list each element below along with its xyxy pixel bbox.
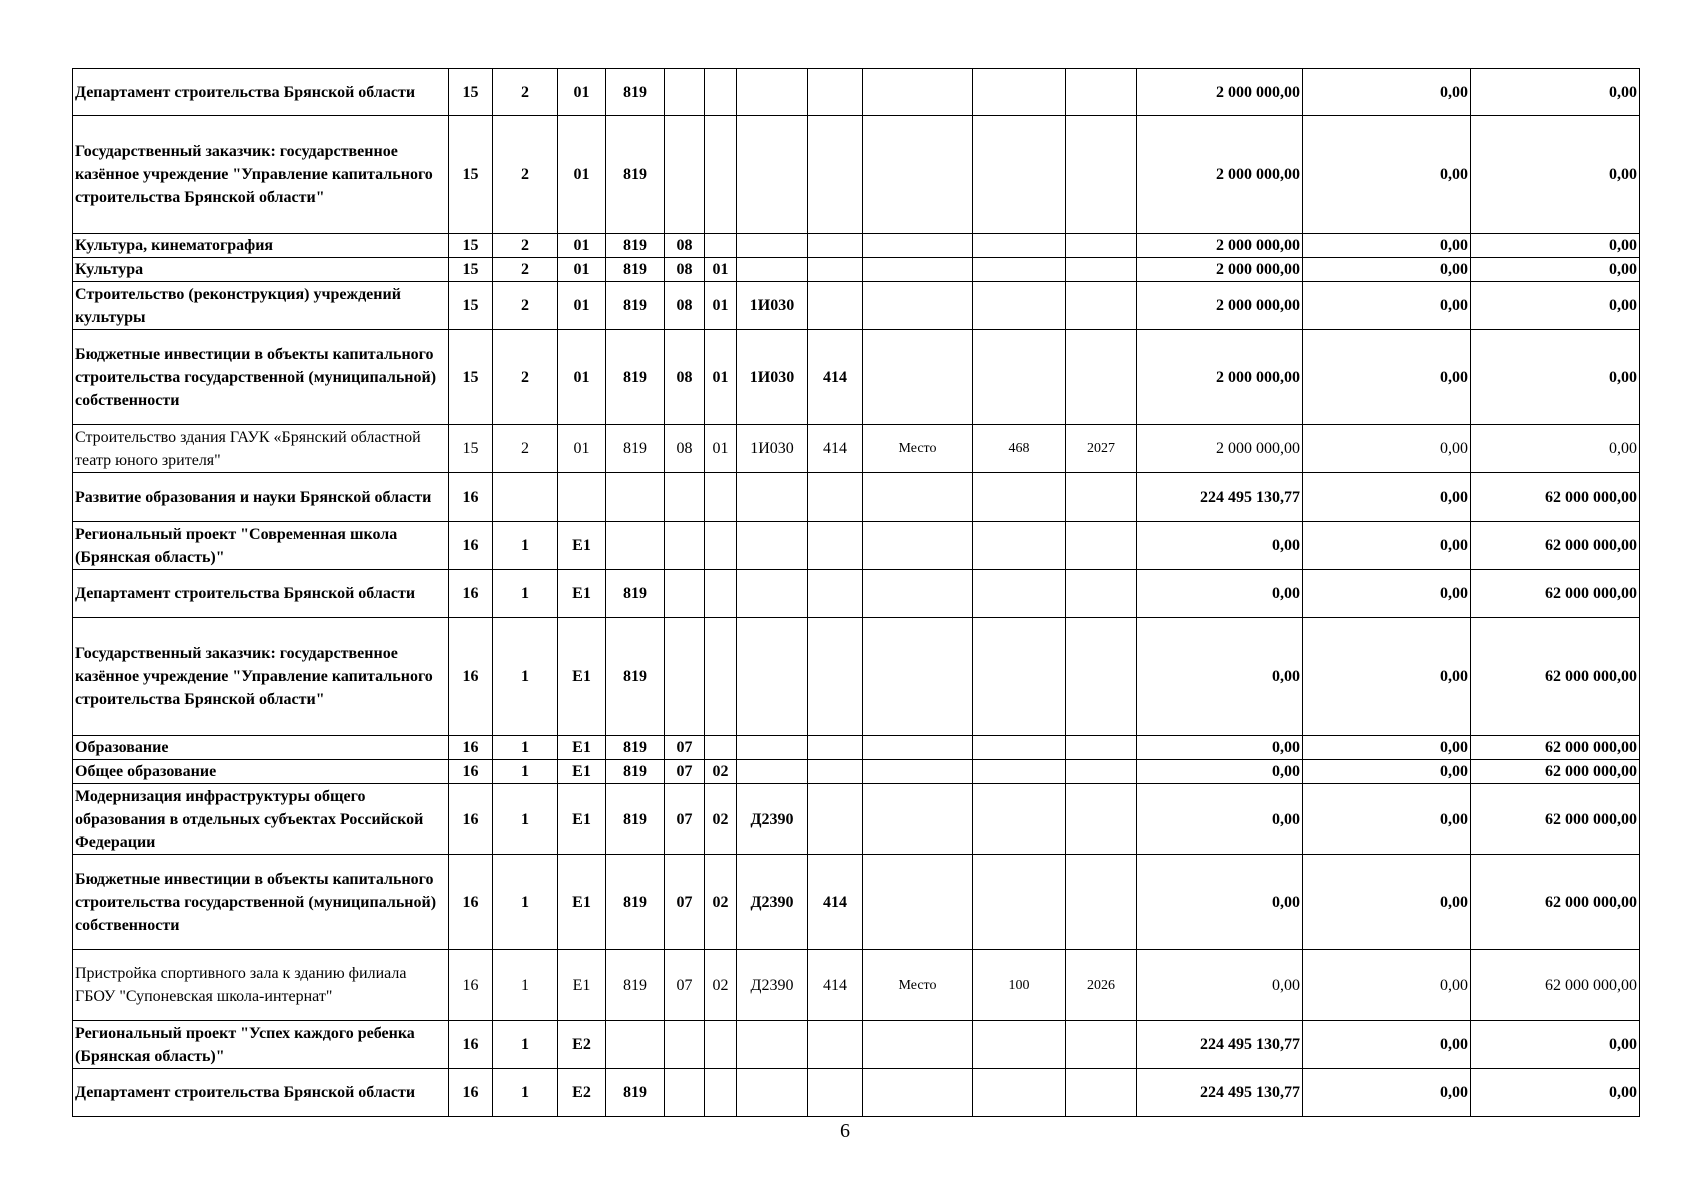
cell-program: 15 bbox=[449, 330, 493, 425]
cell-expense-type: 414 bbox=[808, 330, 863, 425]
cell-amount-1: 0,00 bbox=[1137, 950, 1303, 1021]
cell-subprogram: 2 bbox=[493, 258, 558, 282]
cell-ministry: 819 bbox=[606, 855, 665, 950]
cell-amount-3: 0,00 bbox=[1471, 1069, 1640, 1117]
cell-capacity: 468 bbox=[973, 425, 1066, 473]
cell-section bbox=[665, 1069, 705, 1117]
cell-capacity bbox=[973, 618, 1066, 736]
cell-year bbox=[1066, 282, 1137, 330]
cell-unit bbox=[863, 855, 973, 950]
cell-year bbox=[1066, 784, 1137, 855]
cell-year bbox=[1066, 736, 1137, 760]
cell-target-article bbox=[737, 618, 808, 736]
cell-year bbox=[1066, 1021, 1137, 1069]
cell-amount-3: 62 000 000,00 bbox=[1471, 784, 1640, 855]
cell-year bbox=[1066, 69, 1137, 116]
cell-subprogram: 1 bbox=[493, 950, 558, 1021]
cell-ministry: 819 bbox=[606, 116, 665, 234]
cell-target-article bbox=[737, 1069, 808, 1117]
cell-capacity bbox=[973, 784, 1066, 855]
cell-ministry: 819 bbox=[606, 234, 665, 258]
cell-amount-1: 0,00 bbox=[1137, 760, 1303, 784]
cell-project: 01 bbox=[558, 258, 606, 282]
cell-section: 07 bbox=[665, 760, 705, 784]
cell-amount-1: 2 000 000,00 bbox=[1137, 425, 1303, 473]
cell-amount-1: 0,00 bbox=[1137, 570, 1303, 618]
cell-target-article bbox=[737, 760, 808, 784]
cell-unit bbox=[863, 618, 973, 736]
cell-subsection: 01 bbox=[705, 330, 737, 425]
row-name: Бюджетные инвестиции в объекты капитального строительства государственной (муниципальной) собственности bbox=[73, 855, 449, 950]
table-row bbox=[73, 234, 1640, 258]
cell-target-article bbox=[737, 473, 808, 522]
cell-amount-2: 0,00 bbox=[1303, 330, 1471, 425]
cell-unit: Место bbox=[863, 425, 973, 473]
row-name: Культура, кинематография bbox=[73, 234, 449, 258]
cell-subprogram bbox=[493, 473, 558, 522]
cell-unit bbox=[863, 570, 973, 618]
cell-amount-3: 62 000 000,00 bbox=[1471, 522, 1640, 570]
cell-amount-2: 0,00 bbox=[1303, 760, 1471, 784]
cell-subsection bbox=[705, 618, 737, 736]
cell-amount-3: 62 000 000,00 bbox=[1471, 618, 1640, 736]
cell-amount-2: 0,00 bbox=[1303, 282, 1471, 330]
cell-capacity bbox=[973, 473, 1066, 522]
cell-capacity bbox=[973, 69, 1066, 116]
cell-year bbox=[1066, 570, 1137, 618]
cell-project bbox=[558, 473, 606, 522]
cell-capacity bbox=[973, 282, 1066, 330]
cell-amount-2: 0,00 bbox=[1303, 425, 1471, 473]
cell-subsection: 01 bbox=[705, 258, 737, 282]
cell-program: 16 bbox=[449, 855, 493, 950]
cell-expense-type bbox=[808, 522, 863, 570]
cell-section: 07 bbox=[665, 784, 705, 855]
cell-capacity bbox=[973, 760, 1066, 784]
cell-unit bbox=[863, 473, 973, 522]
cell-unit bbox=[863, 258, 973, 282]
row-name: Строительство (реконструкция) учреждений культуры bbox=[73, 282, 449, 330]
cell-subsection bbox=[705, 116, 737, 234]
cell-program: 16 bbox=[449, 736, 493, 760]
cell-capacity bbox=[973, 234, 1066, 258]
cell-year: 2026 bbox=[1066, 950, 1137, 1021]
row-name: Бюджетные инвестиции в объекты капитального строительства государственной (муниципальной) собственности bbox=[73, 330, 449, 425]
cell-expense-type bbox=[808, 69, 863, 116]
cell-year bbox=[1066, 760, 1137, 784]
cell-target-article: Д2390 bbox=[737, 784, 808, 855]
cell-amount-3: 0,00 bbox=[1471, 425, 1640, 473]
cell-expense-type bbox=[808, 234, 863, 258]
row-name: Региональный проект "Современная школа (Брянская область)" bbox=[73, 522, 449, 570]
cell-program: 15 bbox=[449, 116, 493, 234]
row-name: Пристройка спортивного зала к зданию филиала ГБОУ "Супоневская школа-интернат" bbox=[73, 950, 449, 1021]
budget-table bbox=[72, 68, 1640, 1117]
cell-program: 16 bbox=[449, 760, 493, 784]
cell-expense-type bbox=[808, 116, 863, 234]
cell-amount-2: 0,00 bbox=[1303, 234, 1471, 258]
cell-unit bbox=[863, 116, 973, 234]
cell-amount-1: 2 000 000,00 bbox=[1137, 116, 1303, 234]
cell-section bbox=[665, 522, 705, 570]
cell-amount-1: 2 000 000,00 bbox=[1137, 234, 1303, 258]
page-number: 6 bbox=[840, 1120, 850, 1142]
cell-ministry: 819 bbox=[606, 950, 665, 1021]
cell-amount-1: 2 000 000,00 bbox=[1137, 282, 1303, 330]
table-row bbox=[73, 1069, 1640, 1117]
cell-subsection bbox=[705, 1069, 737, 1117]
cell-subprogram: 2 bbox=[493, 69, 558, 116]
cell-program: 16 bbox=[449, 570, 493, 618]
cell-project: Е1 bbox=[558, 855, 606, 950]
cell-subsection: 02 bbox=[705, 784, 737, 855]
cell-subsection bbox=[705, 1021, 737, 1069]
table-row bbox=[73, 282, 1640, 330]
cell-ministry: 819 bbox=[606, 760, 665, 784]
cell-year bbox=[1066, 116, 1137, 234]
cell-year bbox=[1066, 258, 1137, 282]
table-row bbox=[73, 522, 1640, 570]
cell-project: Е1 bbox=[558, 950, 606, 1021]
cell-target-article bbox=[737, 234, 808, 258]
cell-ministry bbox=[606, 522, 665, 570]
cell-target-article: Д2390 bbox=[737, 855, 808, 950]
cell-subprogram: 1 bbox=[493, 1021, 558, 1069]
cell-amount-1: 0,00 bbox=[1137, 736, 1303, 760]
cell-program: 16 bbox=[449, 950, 493, 1021]
table-body bbox=[73, 69, 1640, 1117]
table-row bbox=[73, 950, 1640, 1021]
cell-ministry: 819 bbox=[606, 258, 665, 282]
cell-amount-3: 62 000 000,00 bbox=[1471, 855, 1640, 950]
cell-amount-3: 0,00 bbox=[1471, 282, 1640, 330]
table-row bbox=[73, 116, 1640, 234]
cell-subsection: 02 bbox=[705, 950, 737, 1021]
cell-ministry: 819 bbox=[606, 618, 665, 736]
cell-subprogram: 1 bbox=[493, 760, 558, 784]
cell-subprogram: 1 bbox=[493, 736, 558, 760]
cell-subsection bbox=[705, 522, 737, 570]
cell-amount-3: 62 000 000,00 bbox=[1471, 736, 1640, 760]
cell-year bbox=[1066, 234, 1137, 258]
cell-program: 16 bbox=[449, 1069, 493, 1117]
cell-ministry: 819 bbox=[606, 282, 665, 330]
table-row bbox=[73, 425, 1640, 473]
cell-amount-3: 0,00 bbox=[1471, 258, 1640, 282]
cell-amount-1: 224 495 130,77 bbox=[1137, 1069, 1303, 1117]
cell-target-article bbox=[737, 69, 808, 116]
cell-expense-type bbox=[808, 784, 863, 855]
table-row bbox=[73, 473, 1640, 522]
cell-capacity bbox=[973, 330, 1066, 425]
row-name: Общее образование bbox=[73, 760, 449, 784]
cell-program: 16 bbox=[449, 473, 493, 522]
cell-program: 15 bbox=[449, 234, 493, 258]
cell-ministry: 819 bbox=[606, 1069, 665, 1117]
cell-year bbox=[1066, 1069, 1137, 1117]
cell-program: 16 bbox=[449, 522, 493, 570]
cell-expense-type bbox=[808, 473, 863, 522]
cell-subprogram: 1 bbox=[493, 570, 558, 618]
cell-amount-2: 0,00 bbox=[1303, 736, 1471, 760]
cell-amount-3: 0,00 bbox=[1471, 330, 1640, 425]
cell-year bbox=[1066, 330, 1137, 425]
cell-expense-type: 414 bbox=[808, 950, 863, 1021]
cell-subsection bbox=[705, 234, 737, 258]
cell-project: Е1 bbox=[558, 522, 606, 570]
cell-section: 08 bbox=[665, 234, 705, 258]
cell-unit bbox=[863, 522, 973, 570]
cell-amount-1: 2 000 000,00 bbox=[1137, 330, 1303, 425]
cell-amount-2: 0,00 bbox=[1303, 950, 1471, 1021]
row-name: Модернизация инфраструктуры общего образования в отдельных субъектах Российской Федерации bbox=[73, 784, 449, 855]
cell-project: 01 bbox=[558, 116, 606, 234]
cell-section: 08 bbox=[665, 425, 705, 473]
cell-ministry bbox=[606, 1021, 665, 1069]
cell-capacity bbox=[973, 1021, 1066, 1069]
cell-expense-type bbox=[808, 1021, 863, 1069]
cell-amount-3: 62 000 000,00 bbox=[1471, 760, 1640, 784]
cell-ministry: 819 bbox=[606, 330, 665, 425]
budget-table-sheet bbox=[72, 68, 1639, 1117]
cell-project: Е1 bbox=[558, 784, 606, 855]
cell-year bbox=[1066, 473, 1137, 522]
cell-amount-1: 0,00 bbox=[1137, 522, 1303, 570]
cell-amount-1: 0,00 bbox=[1137, 618, 1303, 736]
cell-subsection: 01 bbox=[705, 425, 737, 473]
cell-amount-2: 0,00 bbox=[1303, 784, 1471, 855]
cell-project: Е1 bbox=[558, 736, 606, 760]
cell-expense-type bbox=[808, 570, 863, 618]
cell-capacity bbox=[973, 736, 1066, 760]
cell-amount-2: 0,00 bbox=[1303, 258, 1471, 282]
cell-subsection: 02 bbox=[705, 760, 737, 784]
cell-capacity: 100 bbox=[973, 950, 1066, 1021]
cell-project: 01 bbox=[558, 234, 606, 258]
cell-program: 15 bbox=[449, 69, 493, 116]
cell-amount-2: 0,00 bbox=[1303, 116, 1471, 234]
cell-unit bbox=[863, 69, 973, 116]
cell-amount-3: 62 000 000,00 bbox=[1471, 950, 1640, 1021]
cell-amount-2: 0,00 bbox=[1303, 1021, 1471, 1069]
cell-target-article: Д2390 bbox=[737, 950, 808, 1021]
cell-capacity bbox=[973, 570, 1066, 618]
cell-section: 07 bbox=[665, 736, 705, 760]
cell-program: 16 bbox=[449, 618, 493, 736]
cell-subsection: 01 bbox=[705, 282, 737, 330]
cell-subsection bbox=[705, 736, 737, 760]
table-row bbox=[73, 618, 1640, 736]
cell-subsection bbox=[705, 570, 737, 618]
cell-expense-type bbox=[808, 736, 863, 760]
table-row bbox=[73, 736, 1640, 760]
cell-expense-type bbox=[808, 1069, 863, 1117]
cell-target-article bbox=[737, 116, 808, 234]
row-name: Образование bbox=[73, 736, 449, 760]
table-row bbox=[73, 570, 1640, 618]
cell-project: Е2 bbox=[558, 1021, 606, 1069]
cell-unit bbox=[863, 736, 973, 760]
row-name: Департамент строительства Брянской области bbox=[73, 1069, 449, 1117]
table-row bbox=[73, 855, 1640, 950]
cell-target-article bbox=[737, 258, 808, 282]
cell-program: 15 bbox=[449, 258, 493, 282]
table-row bbox=[73, 69, 1640, 116]
cell-program: 15 bbox=[449, 425, 493, 473]
cell-capacity bbox=[973, 522, 1066, 570]
cell-amount-2: 0,00 bbox=[1303, 855, 1471, 950]
cell-subprogram: 2 bbox=[493, 330, 558, 425]
cell-program: 15 bbox=[449, 282, 493, 330]
cell-ministry: 819 bbox=[606, 425, 665, 473]
cell-ministry: 819 bbox=[606, 570, 665, 618]
table-row bbox=[73, 258, 1640, 282]
cell-subprogram: 2 bbox=[493, 234, 558, 258]
cell-ministry: 819 bbox=[606, 784, 665, 855]
cell-expense-type bbox=[808, 282, 863, 330]
cell-section: 07 bbox=[665, 855, 705, 950]
cell-expense-type: 414 bbox=[808, 425, 863, 473]
cell-amount-2: 0,00 bbox=[1303, 1069, 1471, 1117]
cell-expense-type bbox=[808, 760, 863, 784]
cell-section bbox=[665, 473, 705, 522]
row-name: Государственный заказчик: государственное казённое учреждение "Управление капитального строительства Брянской области" bbox=[73, 618, 449, 736]
cell-amount-3: 0,00 bbox=[1471, 116, 1640, 234]
cell-subprogram: 1 bbox=[493, 784, 558, 855]
cell-amount-2: 0,00 bbox=[1303, 522, 1471, 570]
cell-target-article bbox=[737, 1021, 808, 1069]
cell-section bbox=[665, 618, 705, 736]
cell-target-article: 1И030 bbox=[737, 425, 808, 473]
cell-amount-3: 62 000 000,00 bbox=[1471, 473, 1640, 522]
cell-unit bbox=[863, 282, 973, 330]
cell-subprogram: 2 bbox=[493, 282, 558, 330]
cell-amount-1: 0,00 bbox=[1137, 784, 1303, 855]
cell-amount-1: 224 495 130,77 bbox=[1137, 473, 1303, 522]
cell-subsection: 02 bbox=[705, 855, 737, 950]
row-name: Строительство здания ГАУК «Брянский областной театр юного зрителя" bbox=[73, 425, 449, 473]
cell-unit bbox=[863, 330, 973, 425]
cell-amount-1: 0,00 bbox=[1137, 855, 1303, 950]
cell-amount-2: 0,00 bbox=[1303, 570, 1471, 618]
cell-project: 01 bbox=[558, 282, 606, 330]
row-name: Департамент строительства Брянской области bbox=[73, 570, 449, 618]
cell-unit bbox=[863, 1021, 973, 1069]
cell-year bbox=[1066, 855, 1137, 950]
cell-amount-2: 0,00 bbox=[1303, 473, 1471, 522]
row-name: Культура bbox=[73, 258, 449, 282]
cell-project: 01 bbox=[558, 330, 606, 425]
cell-capacity bbox=[973, 258, 1066, 282]
cell-section bbox=[665, 69, 705, 116]
cell-amount-3: 62 000 000,00 bbox=[1471, 570, 1640, 618]
cell-expense-type bbox=[808, 258, 863, 282]
cell-subprogram: 1 bbox=[493, 1069, 558, 1117]
cell-amount-3: 0,00 bbox=[1471, 234, 1640, 258]
cell-target-article bbox=[737, 736, 808, 760]
cell-amount-1: 2 000 000,00 bbox=[1137, 69, 1303, 116]
cell-project: Е2 bbox=[558, 1069, 606, 1117]
cell-year: 2027 bbox=[1066, 425, 1137, 473]
cell-project: 01 bbox=[558, 69, 606, 116]
cell-subprogram: 1 bbox=[493, 618, 558, 736]
cell-amount-3: 0,00 bbox=[1471, 69, 1640, 116]
cell-unit bbox=[863, 234, 973, 258]
cell-subprogram: 2 bbox=[493, 116, 558, 234]
cell-section: 07 bbox=[665, 950, 705, 1021]
table-row bbox=[73, 1021, 1640, 1069]
cell-subprogram: 1 bbox=[493, 522, 558, 570]
cell-subsection bbox=[705, 473, 737, 522]
row-name: Департамент строительства Брянской области bbox=[73, 69, 449, 116]
cell-year bbox=[1066, 618, 1137, 736]
cell-target-article: 1И030 bbox=[737, 282, 808, 330]
cell-unit bbox=[863, 760, 973, 784]
cell-target-article bbox=[737, 522, 808, 570]
cell-capacity bbox=[973, 116, 1066, 234]
cell-project: Е1 bbox=[558, 618, 606, 736]
cell-program: 16 bbox=[449, 1021, 493, 1069]
cell-program: 16 bbox=[449, 784, 493, 855]
row-name: Развитие образования и науки Брянской области bbox=[73, 473, 449, 522]
cell-amount-1: 2 000 000,00 bbox=[1137, 258, 1303, 282]
cell-section bbox=[665, 570, 705, 618]
cell-expense-type bbox=[808, 618, 863, 736]
row-name: Государственный заказчик: государственное казённое учреждение "Управление капитального строительства Брянской области" bbox=[73, 116, 449, 234]
cell-subprogram: 2 bbox=[493, 425, 558, 473]
cell-section: 08 bbox=[665, 282, 705, 330]
cell-ministry bbox=[606, 473, 665, 522]
table-row bbox=[73, 760, 1640, 784]
cell-project: Е1 bbox=[558, 760, 606, 784]
cell-section: 08 bbox=[665, 258, 705, 282]
table-row bbox=[73, 784, 1640, 855]
cell-project: Е1 bbox=[558, 570, 606, 618]
cell-section bbox=[665, 116, 705, 234]
cell-unit: Место bbox=[863, 950, 973, 1021]
cell-target-article: 1И030 bbox=[737, 330, 808, 425]
cell-project: 01 bbox=[558, 425, 606, 473]
cell-amount-2: 0,00 bbox=[1303, 69, 1471, 116]
row-name: Региональный проект "Успех каждого ребенка (Брянская область)" bbox=[73, 1021, 449, 1069]
cell-amount-1: 224 495 130,77 bbox=[1137, 1021, 1303, 1069]
cell-ministry: 819 bbox=[606, 736, 665, 760]
cell-ministry: 819 bbox=[606, 69, 665, 116]
cell-amount-3: 0,00 bbox=[1471, 1021, 1640, 1069]
cell-subprogram: 1 bbox=[493, 855, 558, 950]
cell-capacity bbox=[973, 855, 1066, 950]
cell-unit bbox=[863, 1069, 973, 1117]
cell-target-article bbox=[737, 570, 808, 618]
cell-section: 08 bbox=[665, 330, 705, 425]
cell-amount-2: 0,00 bbox=[1303, 618, 1471, 736]
table-row bbox=[73, 330, 1640, 425]
cell-capacity bbox=[973, 1069, 1066, 1117]
cell-expense-type: 414 bbox=[808, 855, 863, 950]
cell-year bbox=[1066, 522, 1137, 570]
cell-unit bbox=[863, 784, 973, 855]
cell-subsection bbox=[705, 69, 737, 116]
cell-section bbox=[665, 1021, 705, 1069]
